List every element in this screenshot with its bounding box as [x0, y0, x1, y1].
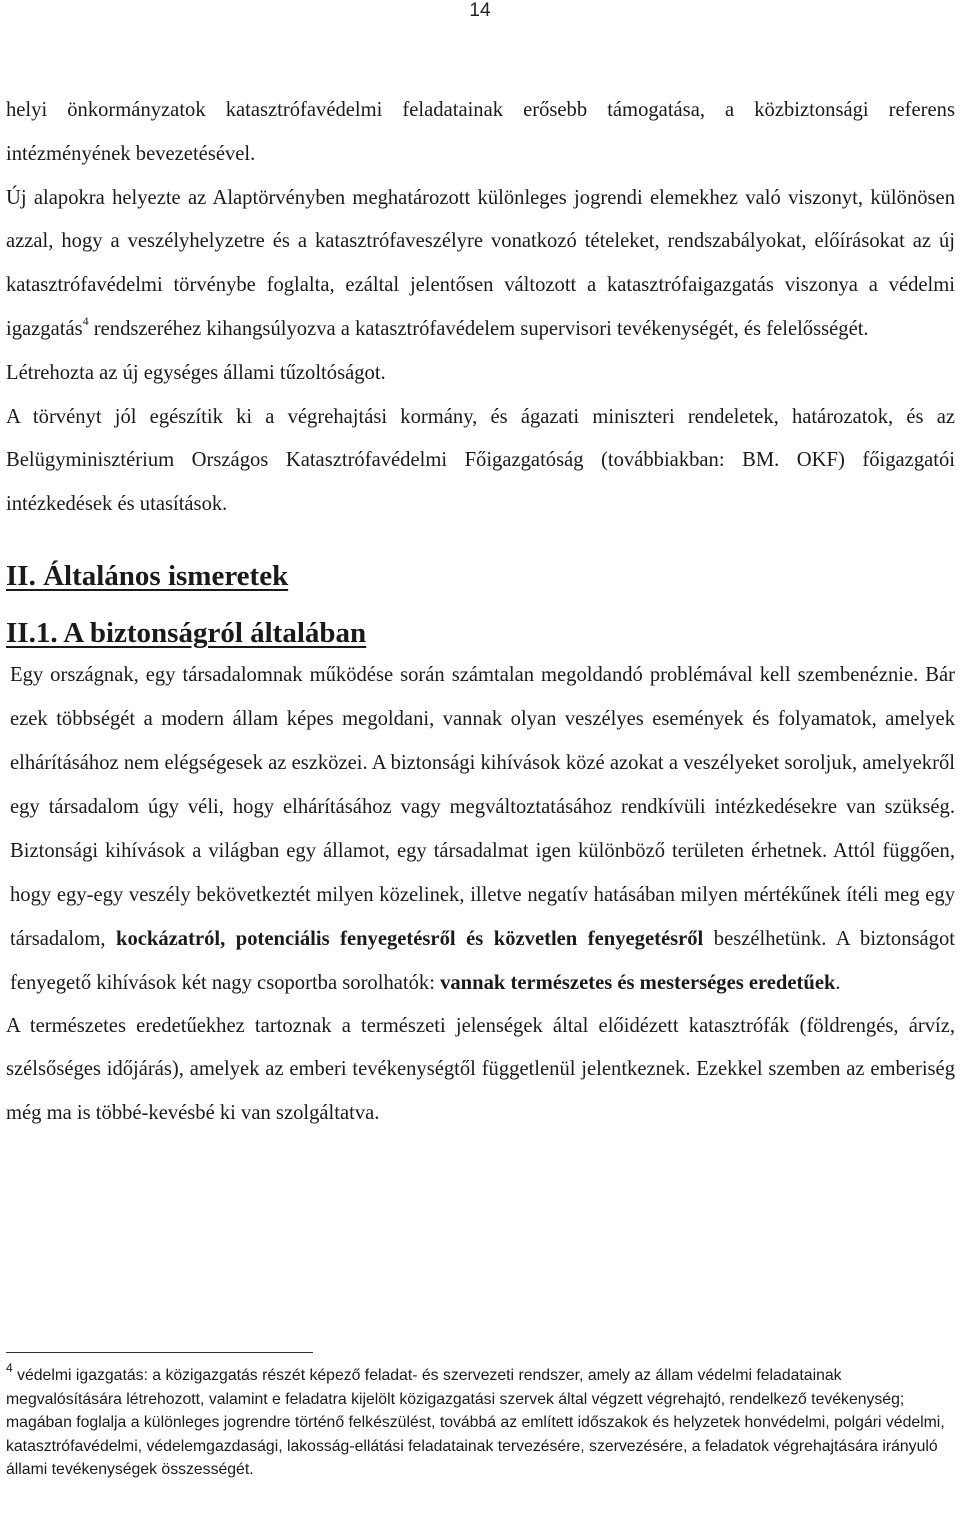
- bold-text: kockázatról, potenciális fenyegetésről és közvetlen fenyegetésről: [116, 927, 704, 950]
- footnote: [6, 1360, 946, 1482]
- paragraph-regulations: A törvényt jól egészítik ki a végrehajtási kormány, és ágazati miniszteri rendeletek, határozatok, és az Belügyminisztérium Országos Katasztrófavédelmi Főigazgatóság (továbbiakban: BM. OKF) főigazgatói intézkedések és utasítások.: [6, 405, 955, 516]
- paragraph-text: rendszeréhez kihangsúlyozva a katasztrófavédelem supervisori tevékenységét, és felelősségét.: [88, 317, 869, 340]
- paragraph-security-intro: [6, 653, 955, 1005]
- paragraph-new-foundations: [6, 177, 955, 352]
- bold-text: vannak természetes és mesterséges eredetűek: [440, 971, 836, 994]
- footnote-separator: [6, 1352, 313, 1353]
- page-number: 14: [469, 0, 491, 21]
- paragraph-text: beszélhetünk. A biztonságot fenyegető kihívások két nagy csoportba sorolhatók:: [10, 927, 955, 994]
- paragraph-text: Egy országnak, egy társadalomnak működése során számtalan megoldandó problémával kell szembenéznie. Bár ezek többségét a modern állam képes megoldani, vannak olyan veszélyes események és folyamatok, amelyek elhárításához nem elégségesek az eszközei. A biztonsági kihívások közé azokat a veszélyeket soroljuk, amelyekről egy társadalom úgy véli, hogy elhárításához vagy megváltoztatásához rendkívüli intézkedésekre van szükség. Biztonsági kihívások a világban egy államot, egy társadalmat igen különböző területen érhetnek. Attól függően, hogy egy-egy veszély bekövetkeztét milyen közelinek, illetve negatív hatásában milyen mértékűnek ítéli meg egy társadalom,: [10, 663, 955, 950]
- footnote-marker: 4: [6, 1360, 13, 1375]
- subsection-heading: II.1. A biztonságról általában: [6, 616, 367, 649]
- page-body: [6, 89, 955, 1135]
- footnote-text: védelmi igazgatás: a közigazgatás részét képező feladat- és szervezeti rendszer, amely az állam védelmi feladatainak megvalósítására létrehozott, valamint e feladatra kijelölt közigazgatási szervek által végzett végrehajtó, rendelkező tevékenység; magában foglalja a különleges jogrendre történő felkészülést, továbbá az említett időszakok és helyzetek honvédelmi, polgári védelmi, katasztrófavédelmi, védelemgazdasági, lakosság-ellátási feladatainak tervezésére, szervezésére, a feladatok végrehajtására irányuló állami tevékenységek összességét.: [6, 1367, 945, 1479]
- paragraph-natural-origin: A természetes eredetűekhez tartoznak a természeti jelenségek által előidézett katasztrófák (földrengés, árvíz, szélsőséges időjárás), amelyek az emberi tevékenységtől függetlenül jelentkeznek. Ezekkel szemben az emberiség még ma is többé-kevésbé ki van szolgáltatva.: [6, 1014, 955, 1124]
- paragraph-fire-service: Létrehozta az új egységes állami tűzoltóságot.: [6, 361, 386, 384]
- section-heading: II. Általános ismeretek: [6, 559, 289, 592]
- paragraph-text: Új alapokra helyezte az Alaptörvényben meghatározott különleges jogrendi elemekhez való viszonyt, különösen azzal, hogy a veszélyhelyzetre és a katasztrófaveszélyre vonatkozó tételeket, rendszabályokat, előírásokat az új katasztrófavédelmi törvénybe foglalta, ezáltal jelentősen változott a katasztrófaigazgatás viszonya a védelmi igazgatás: [6, 186, 955, 340]
- paragraph-text: .: [835, 971, 841, 994]
- footnote-reference[interactable]: 4: [82, 314, 89, 329]
- paragraph-local-governments: helyi önkormányzatok katasztrófavédelmi feladatainak erősebb támogatása, a közbiztonsági referens intézményének bevezetésével.: [6, 99, 955, 165]
